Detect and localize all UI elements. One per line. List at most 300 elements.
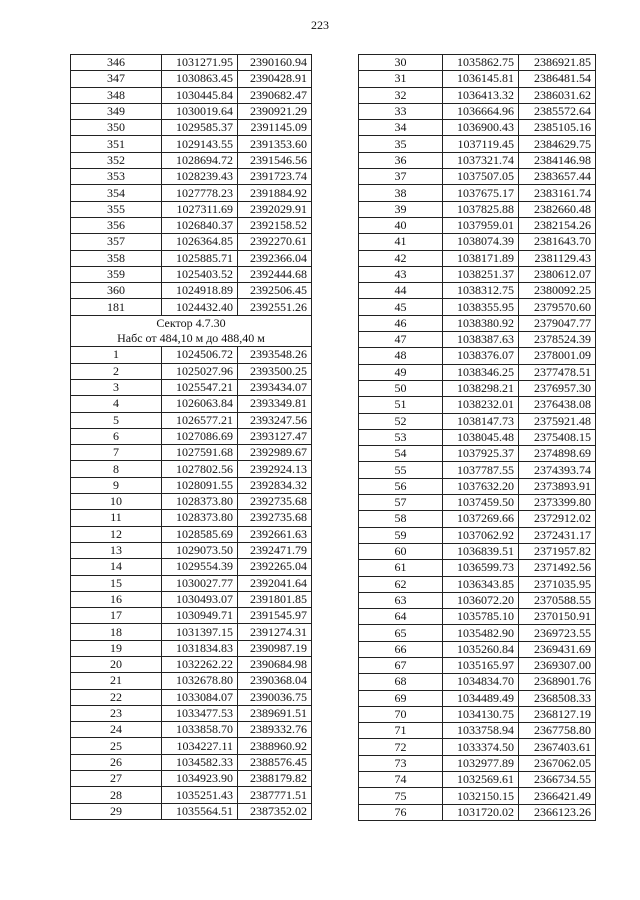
- x-coordinate-cell: 1030027.77: [162, 575, 238, 591]
- table-row: [71, 526, 312, 542]
- point-number-cell: 52: [359, 413, 443, 429]
- table-row: [71, 71, 312, 87]
- y-coordinate-cell: 2390428.91: [238, 71, 312, 87]
- x-coordinate-cell: 1037787.55: [443, 462, 519, 478]
- y-coordinate-cell: 2366421.49: [519, 788, 596, 804]
- table-row: [359, 788, 596, 804]
- table-row: [359, 55, 596, 71]
- y-coordinate-cell: 2392834.32: [238, 477, 312, 493]
- point-number-cell: 38: [359, 185, 443, 201]
- point-number-cell: 28: [71, 787, 162, 803]
- table-row: [71, 396, 312, 412]
- y-coordinate-cell: 2393434.07: [238, 379, 312, 395]
- y-coordinate-cell: 2374898.69: [519, 446, 596, 462]
- table-row: [71, 754, 312, 770]
- y-coordinate-cell: 2387352.02: [238, 803, 312, 819]
- y-coordinate-cell: 2386031.62: [519, 87, 596, 103]
- point-number-cell: 51: [359, 397, 443, 413]
- point-number-cell: 13: [71, 542, 162, 558]
- table-left-bottom-body: [71, 347, 312, 820]
- x-coordinate-cell: 1028091.55: [162, 477, 238, 493]
- y-coordinate-cell: 2392735.68: [238, 510, 312, 526]
- table-left-top-body: [71, 55, 312, 316]
- x-coordinate-cell: 1034227.11: [162, 738, 238, 754]
- y-coordinate-cell: 2392029.91: [238, 201, 312, 217]
- table-row: [359, 266, 596, 282]
- table-row: [71, 575, 312, 591]
- point-number-cell: 8: [71, 461, 162, 477]
- y-coordinate-cell: 2381129.43: [519, 250, 596, 266]
- table-row: [71, 136, 312, 152]
- table-row: [71, 299, 312, 315]
- x-coordinate-cell: 1038355.95: [443, 299, 519, 315]
- table-row: [359, 413, 596, 429]
- point-number-cell: 57: [359, 495, 443, 511]
- x-coordinate-cell: 1034489.49: [443, 690, 519, 706]
- x-coordinate-cell: 1036145.81: [443, 71, 519, 87]
- point-number-cell: 11: [71, 510, 162, 526]
- y-coordinate-cell: 2392989.67: [238, 445, 312, 461]
- x-coordinate-cell: 1032150.15: [443, 788, 519, 804]
- y-coordinate-cell: 2390684.98: [238, 656, 312, 672]
- point-number-cell: 347: [71, 71, 162, 87]
- point-number-cell: 71: [359, 723, 443, 739]
- point-number-cell: 16: [71, 591, 162, 607]
- point-number-cell: 58: [359, 511, 443, 527]
- table-row: [71, 120, 312, 136]
- table-row: [71, 705, 312, 721]
- x-coordinate-cell: 1025885.71: [162, 250, 238, 266]
- point-number-cell: 23: [71, 705, 162, 721]
- y-coordinate-cell: 2392735.68: [238, 494, 312, 510]
- x-coordinate-cell: 1036664.96: [443, 103, 519, 119]
- x-coordinate-cell: 1027778.23: [162, 185, 238, 201]
- point-number-cell: 29: [71, 803, 162, 819]
- x-coordinate-cell: 1029554.39: [162, 559, 238, 575]
- x-coordinate-cell: 1027311.69: [162, 201, 238, 217]
- y-coordinate-cell: 2367062.05: [519, 755, 596, 771]
- x-coordinate-cell: 1036072.20: [443, 592, 519, 608]
- table-row: [71, 673, 312, 689]
- y-coordinate-cell: 2393127.47: [238, 428, 312, 444]
- y-coordinate-cell: 2393548.26: [238, 347, 312, 363]
- y-coordinate-cell: 2371035.95: [519, 576, 596, 592]
- point-number-cell: 37: [359, 169, 443, 185]
- table-row: [359, 169, 596, 185]
- point-number-cell: 45: [359, 299, 443, 315]
- table-right-body: [359, 55, 596, 821]
- point-number-cell: 63: [359, 592, 443, 608]
- y-coordinate-cell: 2391545.97: [238, 608, 312, 624]
- y-coordinate-cell: 2391145.09: [238, 120, 312, 136]
- point-number-cell: 75: [359, 788, 443, 804]
- x-coordinate-cell: 1037675.17: [443, 185, 519, 201]
- y-coordinate-cell: 2375921.48: [519, 413, 596, 429]
- table-row: [71, 169, 312, 185]
- x-coordinate-cell: 1038045.48: [443, 429, 519, 445]
- section-subtitle: Набс от 484,10 м до 488,40 м: [71, 331, 312, 347]
- table-row: [359, 201, 596, 217]
- x-coordinate-cell: 1026577.21: [162, 412, 238, 428]
- point-number-cell: 349: [71, 103, 162, 119]
- table-row: [359, 380, 596, 396]
- table-row: [71, 234, 312, 250]
- point-number-cell: 18: [71, 624, 162, 640]
- x-coordinate-cell: 1033758.94: [443, 723, 519, 739]
- table-row: [71, 722, 312, 738]
- x-coordinate-cell: 1024432.40: [162, 299, 238, 315]
- x-coordinate-cell: 1038380.92: [443, 315, 519, 331]
- table-row: [71, 363, 312, 379]
- point-number-cell: 32: [359, 87, 443, 103]
- y-coordinate-cell: 2383161.74: [519, 185, 596, 201]
- y-coordinate-cell: 2390160.94: [238, 55, 312, 71]
- y-coordinate-cell: 2393349.81: [238, 396, 312, 412]
- point-number-cell: 353: [71, 169, 162, 185]
- point-number-cell: 48: [359, 348, 443, 364]
- y-coordinate-cell: 2378001.09: [519, 348, 596, 364]
- y-coordinate-cell: 2390368.04: [238, 673, 312, 689]
- table-row: [71, 185, 312, 201]
- y-coordinate-cell: 2390036.75: [238, 689, 312, 705]
- point-number-cell: 357: [71, 234, 162, 250]
- x-coordinate-cell: 1038376.07: [443, 348, 519, 364]
- table-row: [359, 348, 596, 364]
- point-number-cell: 53: [359, 429, 443, 445]
- y-coordinate-cell: 2386481.54: [519, 71, 596, 87]
- point-number-cell: 41: [359, 234, 443, 250]
- y-coordinate-cell: 2367758.80: [519, 723, 596, 739]
- table-row: [359, 625, 596, 641]
- x-coordinate-cell: 1033477.53: [162, 705, 238, 721]
- point-number-cell: 354: [71, 185, 162, 201]
- table-row: [71, 608, 312, 624]
- point-number-cell: 74: [359, 772, 443, 788]
- x-coordinate-cell: 1031397.15: [162, 624, 238, 640]
- table-row: [71, 656, 312, 672]
- point-number-cell: 64: [359, 609, 443, 625]
- y-coordinate-cell: 2368127.19: [519, 706, 596, 722]
- y-coordinate-cell: 2376438.08: [519, 397, 596, 413]
- point-number-cell: 36: [359, 152, 443, 168]
- point-number-cell: 17: [71, 608, 162, 624]
- x-coordinate-cell: 1033858.70: [162, 722, 238, 738]
- point-number-cell: 15: [71, 575, 162, 591]
- point-number-cell: 355: [71, 201, 162, 217]
- section-title-row: [71, 315, 312, 331]
- table-row: [359, 217, 596, 233]
- y-coordinate-cell: 2373399.80: [519, 495, 596, 511]
- table-row: [71, 738, 312, 754]
- table-row: [359, 723, 596, 739]
- y-coordinate-cell: 2383657.44: [519, 169, 596, 185]
- point-number-cell: 4: [71, 396, 162, 412]
- coordinates-table-right: [358, 54, 596, 821]
- x-coordinate-cell: 1037925.37: [443, 446, 519, 462]
- table-row: [71, 477, 312, 493]
- point-number-cell: 3: [71, 379, 162, 395]
- x-coordinate-cell: 1031271.95: [162, 55, 238, 71]
- x-coordinate-cell: 1027086.69: [162, 428, 238, 444]
- x-coordinate-cell: 1035165.97: [443, 657, 519, 673]
- point-number-cell: 12: [71, 526, 162, 542]
- point-number-cell: 35: [359, 136, 443, 152]
- table-row: [359, 185, 596, 201]
- x-coordinate-cell: 1029073.50: [162, 542, 238, 558]
- x-coordinate-cell: 1026063.84: [162, 396, 238, 412]
- table-row: [359, 674, 596, 690]
- point-number-cell: 24: [71, 722, 162, 738]
- y-coordinate-cell: 2369307.00: [519, 657, 596, 673]
- x-coordinate-cell: 1030863.45: [162, 71, 238, 87]
- x-coordinate-cell: 1032977.89: [443, 755, 519, 771]
- y-coordinate-cell: 2392551.26: [238, 299, 312, 315]
- point-number-cell: 54: [359, 446, 443, 462]
- x-coordinate-cell: 1025027.96: [162, 363, 238, 379]
- x-coordinate-cell: 1027802.56: [162, 461, 238, 477]
- y-coordinate-cell: 2369723.55: [519, 625, 596, 641]
- y-coordinate-cell: 2382154.26: [519, 217, 596, 233]
- x-coordinate-cell: 1030019.64: [162, 103, 238, 119]
- point-number-cell: 19: [71, 640, 162, 656]
- y-coordinate-cell: 2392265.04: [238, 559, 312, 575]
- point-number-cell: 9: [71, 477, 162, 493]
- y-coordinate-cell: 2391274.31: [238, 624, 312, 640]
- point-number-cell: 59: [359, 527, 443, 543]
- point-number-cell: 40: [359, 217, 443, 233]
- point-number-cell: 62: [359, 576, 443, 592]
- y-coordinate-cell: 2379570.60: [519, 299, 596, 315]
- table-row: [359, 87, 596, 103]
- x-coordinate-cell: 1037119.45: [443, 136, 519, 152]
- table-row: [359, 804, 596, 820]
- point-number-cell: 360: [71, 283, 162, 299]
- x-coordinate-cell: 1036413.32: [443, 87, 519, 103]
- y-coordinate-cell: 2393247.56: [238, 412, 312, 428]
- y-coordinate-cell: 2366123.26: [519, 804, 596, 820]
- x-coordinate-cell: 1030493.07: [162, 591, 238, 607]
- point-number-cell: 67: [359, 657, 443, 673]
- point-number-cell: 5: [71, 412, 162, 428]
- section-header: [71, 315, 312, 347]
- y-coordinate-cell: 2375408.15: [519, 429, 596, 445]
- table-row: [71, 87, 312, 103]
- x-coordinate-cell: 1033084.07: [162, 689, 238, 705]
- y-coordinate-cell: 2390921.29: [238, 103, 312, 119]
- table-row: [359, 772, 596, 788]
- x-coordinate-cell: 1026364.85: [162, 234, 238, 250]
- y-coordinate-cell: 2370588.55: [519, 592, 596, 608]
- table-row: [71, 412, 312, 428]
- x-coordinate-cell: 1031834.83: [162, 640, 238, 656]
- table-row: [359, 527, 596, 543]
- x-coordinate-cell: 1037062.92: [443, 527, 519, 543]
- table-row: [359, 136, 596, 152]
- point-number-cell: 69: [359, 690, 443, 706]
- page-number: 223: [311, 18, 329, 32]
- table-row: [359, 592, 596, 608]
- table-row: [359, 462, 596, 478]
- y-coordinate-cell: 2367403.61: [519, 739, 596, 755]
- y-coordinate-cell: 2379047.77: [519, 315, 596, 331]
- section-title: Сектор 4.7.30: [71, 315, 312, 331]
- table-row: [71, 787, 312, 803]
- y-coordinate-cell: 2380612.07: [519, 266, 596, 282]
- y-coordinate-cell: 2391723.74: [238, 169, 312, 185]
- y-coordinate-cell: 2371492.56: [519, 560, 596, 576]
- table-row: [71, 201, 312, 217]
- point-number-cell: 22: [71, 689, 162, 705]
- y-coordinate-cell: 2392471.79: [238, 542, 312, 558]
- x-coordinate-cell: 1030949.71: [162, 608, 238, 624]
- table-row: [359, 446, 596, 462]
- table-row: [359, 609, 596, 625]
- point-number-cell: 25: [71, 738, 162, 754]
- x-coordinate-cell: 1037269.66: [443, 511, 519, 527]
- table-row: [359, 511, 596, 527]
- x-coordinate-cell: 1036900.43: [443, 120, 519, 136]
- point-number-cell: 49: [359, 364, 443, 380]
- point-number-cell: 351: [71, 136, 162, 152]
- table-row: [359, 397, 596, 413]
- y-coordinate-cell: 2384629.75: [519, 136, 596, 152]
- x-coordinate-cell: 1034130.75: [443, 706, 519, 722]
- point-number-cell: 73: [359, 755, 443, 771]
- point-number-cell: 26: [71, 754, 162, 770]
- y-coordinate-cell: 2391353.60: [238, 136, 312, 152]
- x-coordinate-cell: 1035260.84: [443, 641, 519, 657]
- coordinates-table-left: [70, 54, 312, 820]
- point-number-cell: 350: [71, 120, 162, 136]
- x-coordinate-cell: 1030445.84: [162, 87, 238, 103]
- x-coordinate-cell: 1035564.51: [162, 803, 238, 819]
- y-coordinate-cell: 2372912.02: [519, 511, 596, 527]
- point-number-cell: 20: [71, 656, 162, 672]
- point-number-cell: 348: [71, 87, 162, 103]
- y-coordinate-cell: 2385105.16: [519, 120, 596, 136]
- y-coordinate-cell: 2392506.45: [238, 283, 312, 299]
- point-number-cell: 6: [71, 428, 162, 444]
- y-coordinate-cell: 2392366.04: [238, 250, 312, 266]
- x-coordinate-cell: 1037507.05: [443, 169, 519, 185]
- x-coordinate-cell: 1038346.25: [443, 364, 519, 380]
- point-number-cell: 42: [359, 250, 443, 266]
- x-coordinate-cell: 1038147.73: [443, 413, 519, 429]
- x-coordinate-cell: 1035251.43: [162, 787, 238, 803]
- point-number-cell: 39: [359, 201, 443, 217]
- x-coordinate-cell: 1036343.85: [443, 576, 519, 592]
- table-row: [359, 250, 596, 266]
- point-number-cell: 2: [71, 363, 162, 379]
- table-row: [71, 217, 312, 233]
- table-row: [71, 559, 312, 575]
- x-coordinate-cell: 1029143.55: [162, 136, 238, 152]
- table-row: [359, 690, 596, 706]
- x-coordinate-cell: 1027591.68: [162, 445, 238, 461]
- table-row: [71, 445, 312, 461]
- x-coordinate-cell: 1038298.21: [443, 380, 519, 396]
- table-row: [359, 755, 596, 771]
- point-number-cell: 1: [71, 347, 162, 363]
- table-row: [359, 739, 596, 755]
- point-number-cell: 43: [359, 266, 443, 282]
- x-coordinate-cell: 1034923.90: [162, 771, 238, 787]
- table-row: [71, 542, 312, 558]
- y-coordinate-cell: 2386921.85: [519, 55, 596, 71]
- table-row: [359, 495, 596, 511]
- point-number-cell: 21: [71, 673, 162, 689]
- table-row: [71, 689, 312, 705]
- point-number-cell: 31: [359, 71, 443, 87]
- y-coordinate-cell: 2381643.70: [519, 234, 596, 250]
- y-coordinate-cell: 2376957.30: [519, 380, 596, 396]
- y-coordinate-cell: 2387771.51: [238, 787, 312, 803]
- x-coordinate-cell: 1032262.22: [162, 656, 238, 672]
- table-row: [71, 55, 312, 71]
- table-row: [359, 299, 596, 315]
- y-coordinate-cell: 2366734.55: [519, 772, 596, 788]
- x-coordinate-cell: 1028239.43: [162, 169, 238, 185]
- y-coordinate-cell: 2370150.91: [519, 609, 596, 625]
- x-coordinate-cell: 1028373.80: [162, 510, 238, 526]
- table-row: [359, 576, 596, 592]
- table-row: [71, 266, 312, 282]
- x-coordinate-cell: 1035862.75: [443, 55, 519, 71]
- table-row: [71, 152, 312, 168]
- table-row: [359, 364, 596, 380]
- table-row: [71, 624, 312, 640]
- point-number-cell: 50: [359, 380, 443, 396]
- table-row: [71, 428, 312, 444]
- point-number-cell: 60: [359, 543, 443, 559]
- y-coordinate-cell: 2388179.82: [238, 771, 312, 787]
- point-number-cell: 33: [359, 103, 443, 119]
- point-number-cell: 346: [71, 55, 162, 71]
- point-number-cell: 356: [71, 217, 162, 233]
- table-row: [359, 478, 596, 494]
- point-number-cell: 61: [359, 560, 443, 576]
- y-coordinate-cell: 2391801.85: [238, 591, 312, 607]
- x-coordinate-cell: 1038074.39: [443, 234, 519, 250]
- table-row: [71, 640, 312, 656]
- x-coordinate-cell: 1036839.51: [443, 543, 519, 559]
- y-coordinate-cell: 2392270.61: [238, 234, 312, 250]
- y-coordinate-cell: 2373893.91: [519, 478, 596, 494]
- x-coordinate-cell: 1038312.75: [443, 283, 519, 299]
- x-coordinate-cell: 1037959.01: [443, 217, 519, 233]
- table-row: [359, 315, 596, 331]
- x-coordinate-cell: 1037321.74: [443, 152, 519, 168]
- y-coordinate-cell: 2392158.52: [238, 217, 312, 233]
- y-coordinate-cell: 2371957.82: [519, 543, 596, 559]
- table-row: [359, 706, 596, 722]
- point-number-cell: 10: [71, 494, 162, 510]
- table-row: [359, 429, 596, 445]
- table-row: [359, 560, 596, 576]
- x-coordinate-cell: 1032678.80: [162, 673, 238, 689]
- point-number-cell: 358: [71, 250, 162, 266]
- point-number-cell: 68: [359, 674, 443, 690]
- point-number-cell: 359: [71, 266, 162, 282]
- point-number-cell: 72: [359, 739, 443, 755]
- table-row: [71, 250, 312, 266]
- table-row: [359, 543, 596, 559]
- point-number-cell: 14: [71, 559, 162, 575]
- point-number-cell: 181: [71, 299, 162, 315]
- x-coordinate-cell: 1035785.10: [443, 609, 519, 625]
- y-coordinate-cell: 2385572.64: [519, 103, 596, 119]
- table-row: [71, 347, 312, 363]
